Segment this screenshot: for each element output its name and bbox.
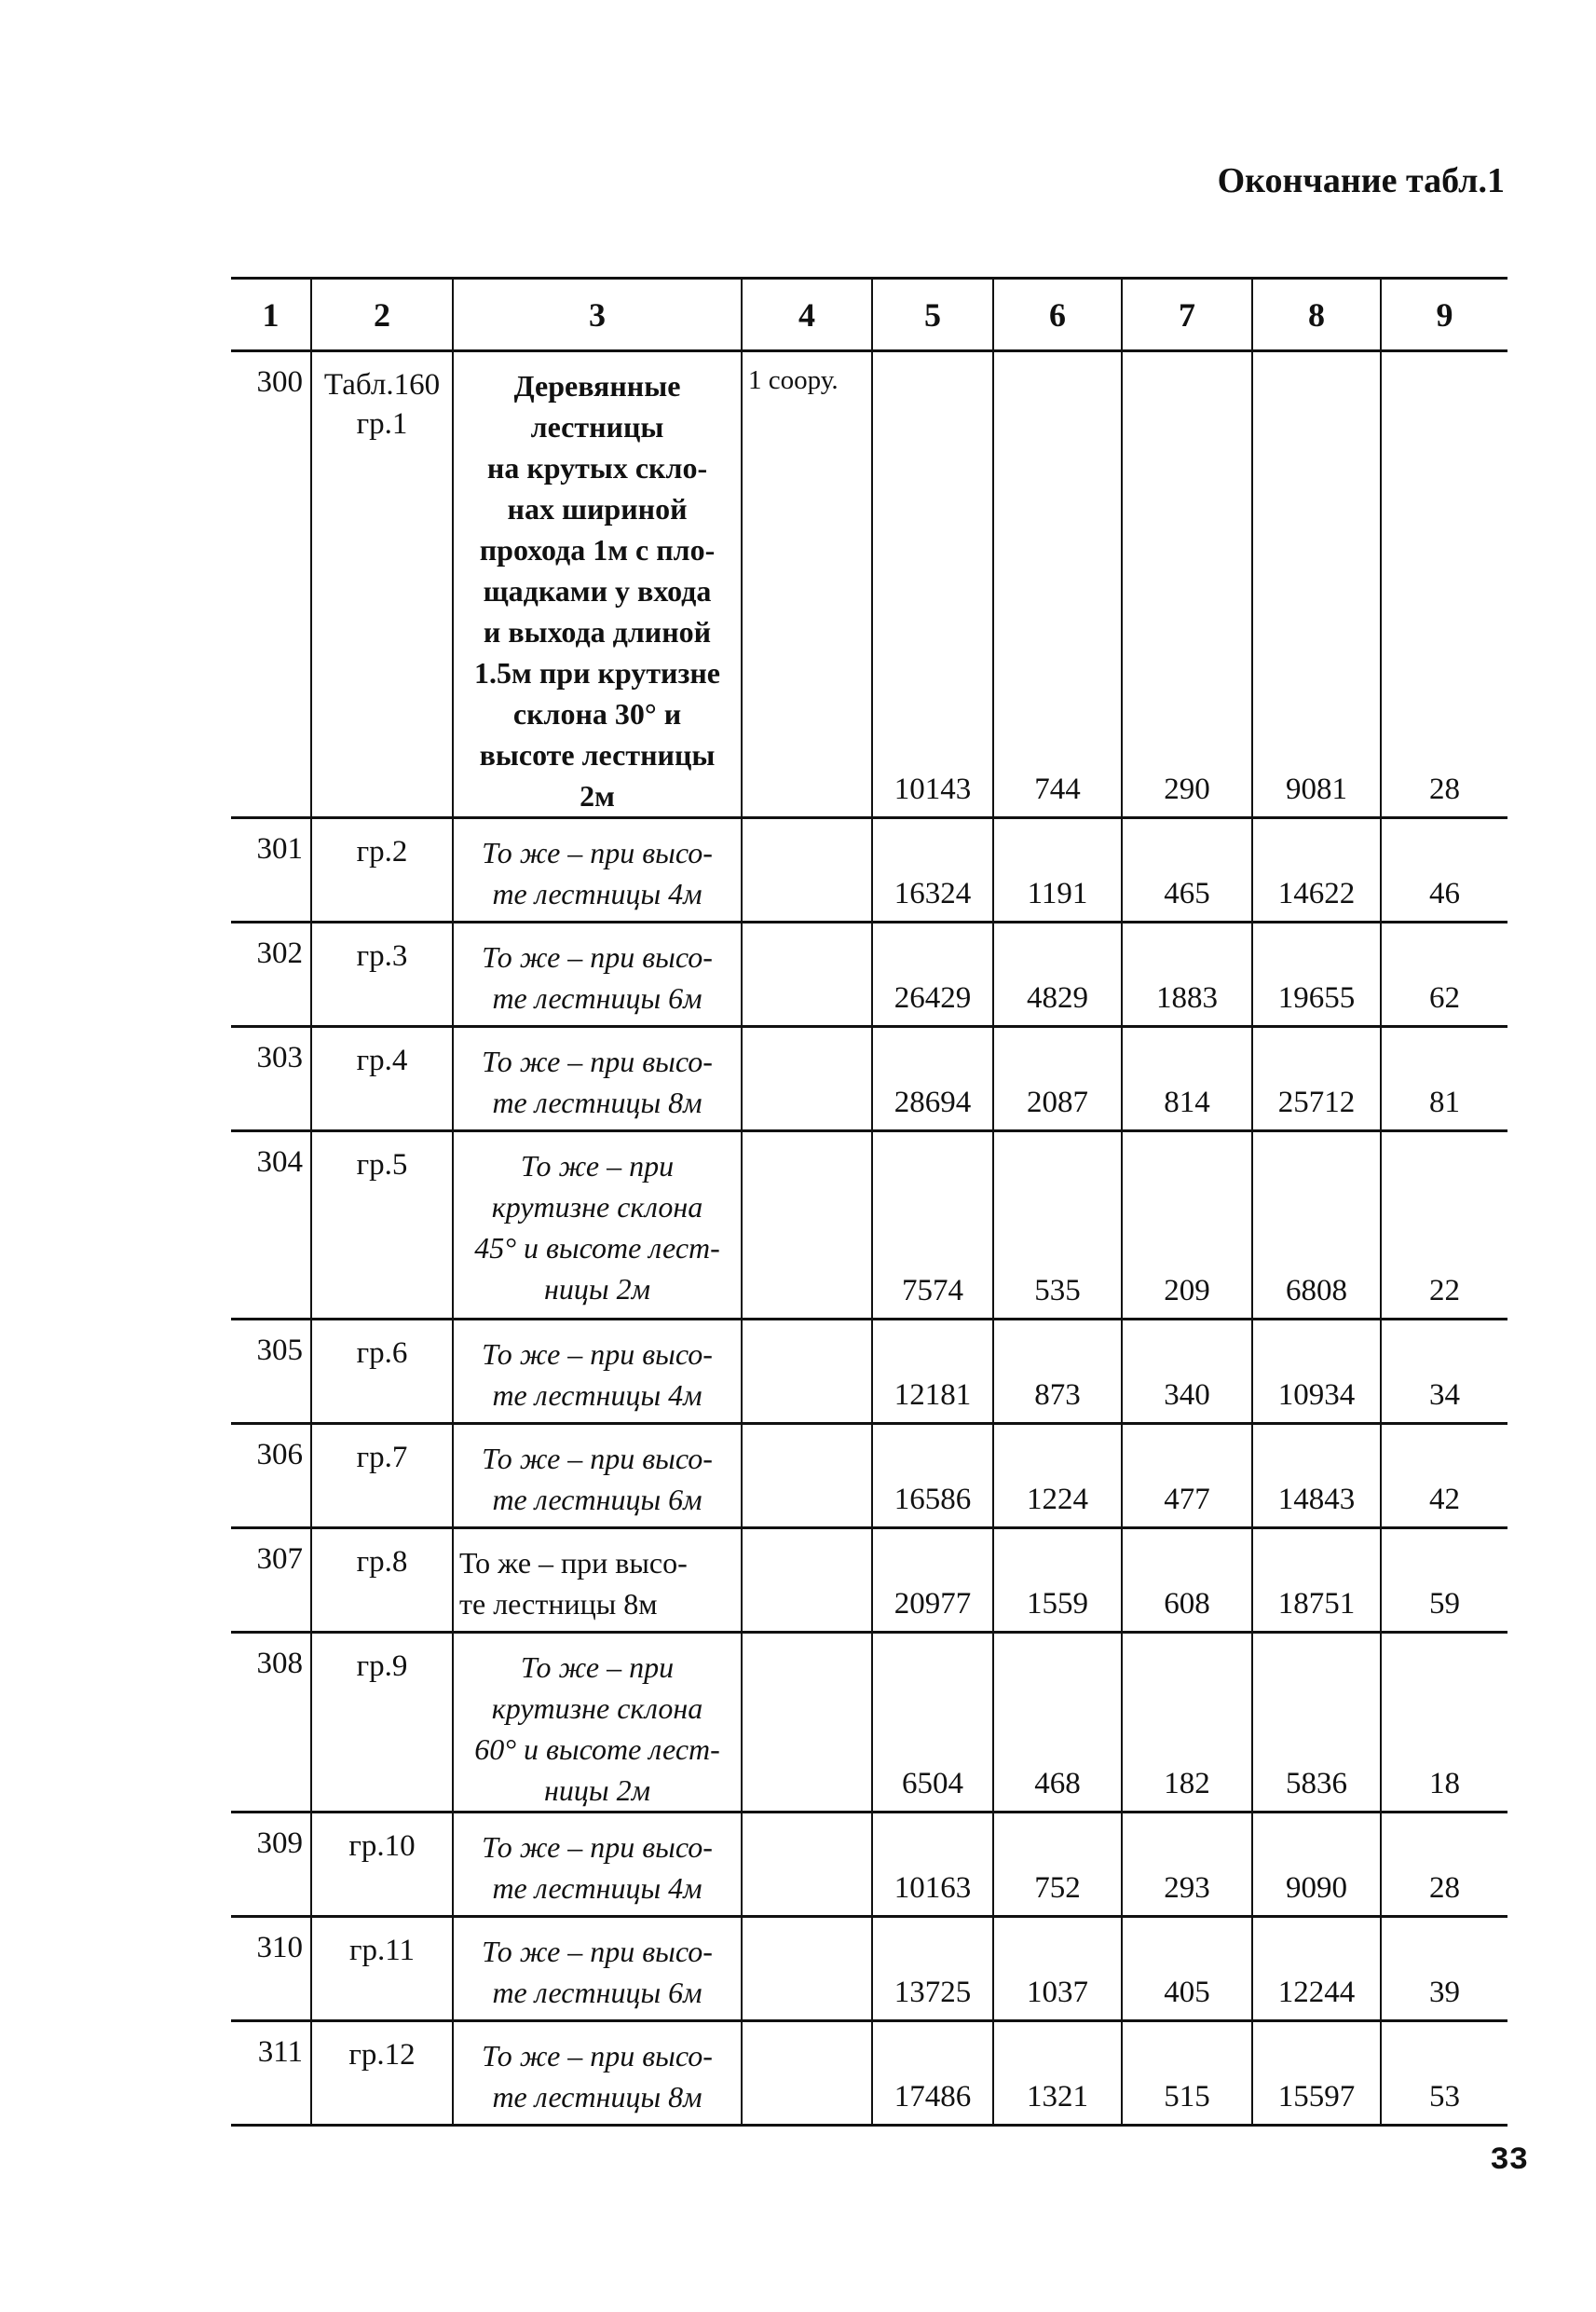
value-col6: 752 (993, 1813, 1122, 1917)
table-row (231, 2021, 1507, 2126)
header-cell-9: 9 (1381, 279, 1507, 351)
header-row (231, 279, 1507, 351)
value-col6: 1321 (993, 2021, 1122, 2126)
description-cell: То же – при высо- те лестницы 4м (453, 818, 742, 923)
table-row (231, 1917, 1507, 2021)
reference-cell: гр.11 (311, 1917, 453, 2021)
description-cell: То же – при высо- те лестницы 6м (453, 923, 742, 1027)
table-row (231, 1813, 1507, 1917)
value-col7: 209 (1122, 1131, 1252, 1320)
description-cell: То же – при высо- те лестницы 8м (453, 1027, 742, 1131)
reference-cell: гр.2 (311, 818, 453, 923)
reference-cell: гр.6 (311, 1320, 453, 1424)
value-col7: 477 (1122, 1424, 1252, 1528)
value-col5: 10163 (872, 1813, 993, 1917)
value-col5: 7574 (872, 1131, 993, 1320)
value-col9: 42 (1381, 1424, 1507, 1528)
value-col9: 59 (1381, 1528, 1507, 1633)
value-col6: 4829 (993, 923, 1122, 1027)
table-row (231, 1424, 1507, 1528)
table-row (231, 351, 1507, 818)
header-cell-5: 5 (872, 279, 993, 351)
reference-cell: гр.10 (311, 1813, 453, 1917)
value-col9: 81 (1381, 1027, 1507, 1131)
header-cell-4: 4 (742, 279, 872, 351)
description-cell: То же – при высо- те лестницы 4м (453, 1320, 742, 1424)
value-col9: 62 (1381, 923, 1507, 1027)
unit-cell (742, 1528, 872, 1633)
value-col5: 17486 (872, 2021, 993, 2126)
value-col7: 182 (1122, 1633, 1252, 1813)
reference-cell: гр.7 (311, 1424, 453, 1528)
description-cell: То же – при высо- те лестницы 6м (453, 1424, 742, 1528)
value-col6: 535 (993, 1131, 1122, 1320)
description-cell: То же – при крутизне склона 45° и высоте лест- ницы 2м (453, 1131, 742, 1320)
table-row (231, 1528, 1507, 1633)
header-cell-8: 8 (1252, 279, 1381, 351)
value-col7: 290 (1122, 351, 1252, 818)
description-cell: То же – при высо- те лестницы 8м (453, 2021, 742, 2126)
value-col6: 1191 (993, 818, 1122, 923)
value-col8: 15597 (1252, 2021, 1381, 2126)
reference-cell: гр.12 (311, 2021, 453, 2126)
reference-cell: гр.3 (311, 923, 453, 1027)
row-number: 309 (231, 1813, 311, 1917)
value-col9: 46 (1381, 818, 1507, 923)
value-col8: 5836 (1252, 1633, 1381, 1813)
estimate-table (231, 277, 1507, 2127)
page-number: 33 (1490, 2143, 1528, 2179)
value-col9: 18 (1381, 1633, 1507, 1813)
value-col9: 34 (1381, 1320, 1507, 1424)
value-col6: 2087 (993, 1027, 1122, 1131)
table-row (231, 1320, 1507, 1424)
table-row (231, 1027, 1507, 1131)
value-col8: 9081 (1252, 351, 1381, 818)
value-col8: 9090 (1252, 1813, 1381, 1917)
unit-cell (742, 923, 872, 1027)
description-cell: То же – при высо- те лестницы 4м (453, 1813, 742, 1917)
value-col8: 10934 (1252, 1320, 1381, 1424)
value-col5: 26429 (872, 923, 993, 1027)
header-cell-6: 6 (993, 279, 1122, 351)
unit-cell: 1 соору. (742, 351, 872, 818)
value-col5: 28694 (872, 1027, 993, 1131)
description-cell: То же – при высо- те лестницы 6м (453, 1917, 742, 2021)
value-col9: 22 (1381, 1131, 1507, 1320)
value-col9: 28 (1381, 351, 1507, 818)
value-col7: 608 (1122, 1528, 1252, 1633)
table-row (231, 923, 1507, 1027)
description-cell: Деревянные лестницы на крутых скло- нах шириной прохода 1м с пло- щадками у входа и выхода длиной 1.5м при крутизне склона 30° и высоте лестницы 2м (453, 351, 742, 818)
value-col7: 405 (1122, 1917, 1252, 2021)
row-number: 305 (231, 1320, 311, 1424)
value-col9: 53 (1381, 2021, 1507, 2126)
row-number: 304 (231, 1131, 311, 1320)
row-number: 301 (231, 818, 311, 923)
value-col7: 340 (1122, 1320, 1252, 1424)
value-col8: 12244 (1252, 1917, 1381, 2021)
reference-cell: гр.4 (311, 1027, 453, 1131)
value-col6: 468 (993, 1633, 1122, 1813)
value-col5: 13725 (872, 1917, 993, 2021)
table-row (231, 1633, 1507, 1813)
row-number: 302 (231, 923, 311, 1027)
value-col5: 16586 (872, 1424, 993, 1528)
value-col8: 19655 (1252, 923, 1381, 1027)
value-col7: 515 (1122, 2021, 1252, 2126)
value-col6: 873 (993, 1320, 1122, 1424)
value-col9: 28 (1381, 1813, 1507, 1917)
value-col8: 14843 (1252, 1424, 1381, 1528)
unit-cell (742, 2021, 872, 2126)
value-col6: 1224 (993, 1424, 1122, 1528)
unit-cell (742, 1813, 872, 1917)
row-number: 303 (231, 1027, 311, 1131)
row-number: 307 (231, 1528, 311, 1633)
value-col8: 25712 (1252, 1027, 1381, 1131)
reference-cell: гр.5 (311, 1131, 453, 1320)
row-number: 308 (231, 1633, 311, 1813)
reference-cell: гр.9 (311, 1633, 453, 1813)
unit-cell (742, 1131, 872, 1320)
value-col5: 12181 (872, 1320, 993, 1424)
value-col5: 10143 (872, 351, 993, 818)
header-cell-1: 1 (231, 279, 311, 351)
value-col9: 39 (1381, 1917, 1507, 2021)
value-col8: 14622 (1252, 818, 1381, 923)
header-cell-7: 7 (1122, 279, 1252, 351)
reference-cell: гр.8 (311, 1528, 453, 1633)
header-cell-3: 3 (453, 279, 742, 351)
unit-cell (742, 818, 872, 923)
unit-cell (742, 1633, 872, 1813)
value-col7: 1883 (1122, 923, 1252, 1027)
row-number: 300 (231, 351, 311, 818)
value-col7: 814 (1122, 1027, 1252, 1131)
header-cell-2: 2 (311, 279, 453, 351)
unit-cell (742, 1027, 872, 1131)
value-col6: 1559 (993, 1528, 1122, 1633)
table-row (231, 1131, 1507, 1320)
value-col5: 16324 (872, 818, 993, 923)
row-number: 310 (231, 1917, 311, 2021)
unit-cell (742, 1320, 872, 1424)
row-number: 311 (231, 2021, 311, 2126)
value-col7: 293 (1122, 1813, 1252, 1917)
description-cell: То же – при крутизне склона 60° и высоте лест- ницы 2м (453, 1633, 742, 1813)
table-row (231, 818, 1507, 923)
value-col5: 20977 (872, 1528, 993, 1633)
description-cell: То же – при высо- те лестницы 8м (453, 1528, 742, 1633)
reference-cell: Табл.160 гр.1 (311, 351, 453, 818)
row-number: 306 (231, 1424, 311, 1528)
table-continuation-label: Окончание табл.1 (1217, 161, 1505, 200)
value-col8: 18751 (1252, 1528, 1381, 1633)
value-col5: 6504 (872, 1633, 993, 1813)
value-col6: 744 (993, 351, 1122, 818)
value-col6: 1037 (993, 1917, 1122, 2021)
unit-cell (742, 1424, 872, 1528)
value-col7: 465 (1122, 818, 1252, 923)
value-col8: 6808 (1252, 1131, 1381, 1320)
unit-cell (742, 1917, 872, 2021)
